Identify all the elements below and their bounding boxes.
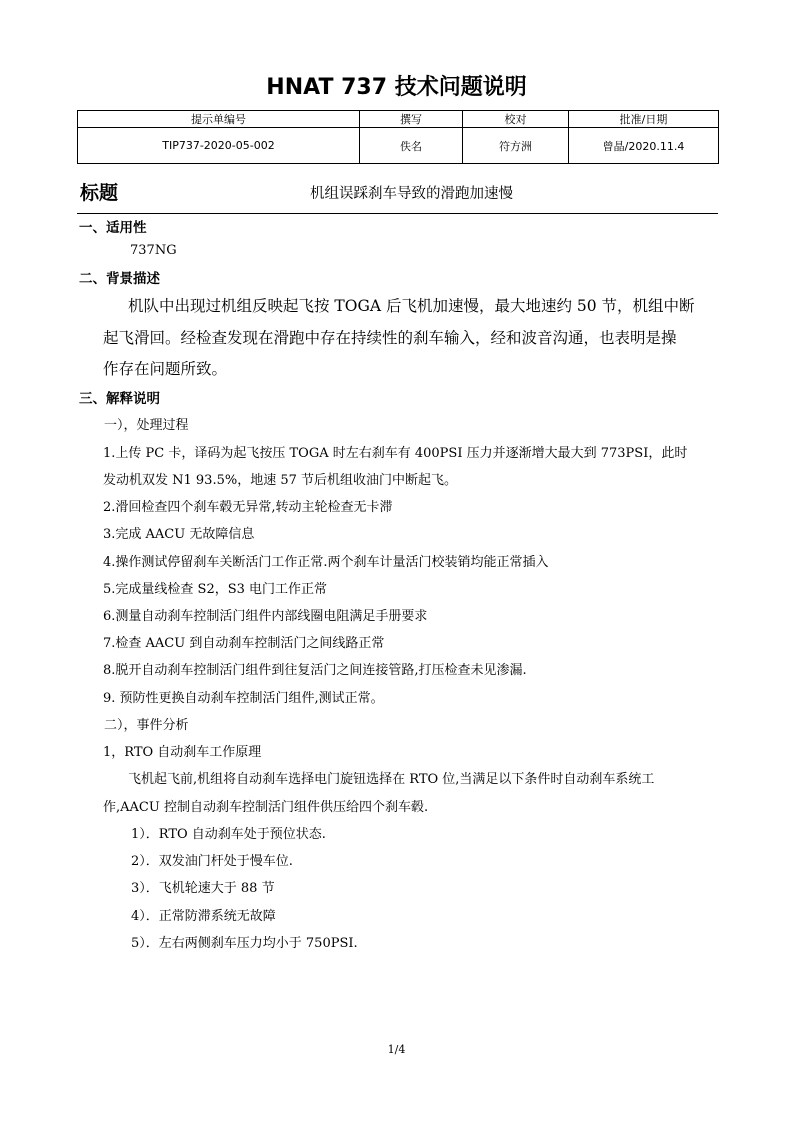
meta-header-author: 撰写 [360, 111, 463, 128]
process-line: 4.操作测试停留刹车关断活门工作正常.两个刹车计量活门校装销均能正常插入 [103, 555, 549, 570]
meta-header-reviewer: 校对 [463, 111, 569, 128]
process-line: 7.检查 AACU 到自动刹车控制活门之间线路正常 [103, 636, 385, 651]
subject-text: 机组误踩刹车导致的滑跑加速慢 [310, 186, 513, 202]
principle-line: 作,AACU 控制自动刹车控制活门组件供压给四个刹车毂. [103, 800, 429, 815]
condition-item: 4）．正常防滞系统无故障 [131, 909, 276, 924]
section-explanation-heading: 三、解释说明 [79, 391, 160, 407]
process-line: 3.完成 AACU 无故障信息 [103, 527, 255, 542]
section-applicability-heading: 一、适用性 [79, 220, 147, 236]
meta-value-row [78, 128, 719, 164]
process-line: 1.上传 PC 卡，译码为起飞按压 TOGA 时左右刹车有 400PSI 压力并逐渐增大最大到 773PSI，此时 [103, 446, 688, 461]
process-title: 一），处理过程 [104, 418, 189, 433]
principle-line: 飞机起飞前,机组将自动刹车选择电门旋钮选择在 RTO 位,当满足以下条件时自动刹车系统工 [128, 772, 655, 787]
page-number: 1/4 [387, 1043, 406, 1056]
condition-item: 3）．飞机轮速大于 88 节 [131, 881, 275, 896]
analysis-title: 二），事件分析 [104, 718, 189, 733]
meta-value-reviewer: 符方洲 [463, 128, 569, 164]
meta-value-tip-number: TIP737-2020-05-002 [78, 128, 360, 164]
meta-value-approval-date: 曾晶/2020.11.4 [569, 128, 719, 164]
process-line: 9. 预防性更换自动刹车控制活门组件,测试正常。 [103, 691, 384, 706]
process-line: 5.完成量线检查 S2，S3 电门工作正常 [103, 582, 328, 597]
background-line: 起飞滑回。经检查发现在滑跑中存在持续性的刹车输入，经和波音沟通，也表明是操 [103, 329, 677, 347]
condition-item: 5）．左右两侧刹车压力均小于 750PSI. [131, 936, 358, 951]
process-line: 2.滑回检查四个刹车毂无异常,转动主轮检查无卡滞 [103, 500, 393, 515]
subject-divider [77, 213, 718, 214]
section-background-heading: 二、背景描述 [79, 271, 160, 287]
process-line: 6.测量自动刹车控制活门组件内部线圈电阻满足手册要求 [103, 609, 428, 624]
process-line: 发动机双发 N1 93.5%，地速 57 节后机组收油门中断起飞。 [103, 473, 458, 488]
condition-item: 2）．双发油门杆处于慢车位. [131, 854, 293, 869]
document-meta-table [77, 110, 719, 164]
background-line: 机队中出现过机组反映起飞按 TOGA 后飞机加速慢，最大地速约 50 节，机组中断 [128, 297, 695, 315]
background-line: 作存在问题所致。 [103, 360, 228, 378]
process-line: 8.脱开自动刹车控制活门组件到往复活门之间连接管路,打压检查未见渗漏. [103, 663, 527, 678]
meta-header-tip-number: 提示单编号 [78, 111, 360, 128]
condition-item: 1）．RTO 自动刹车处于预位状态. [131, 827, 326, 842]
subject-label: 标题 [80, 182, 119, 204]
meta-header-approval-date: 批准/日期 [569, 111, 719, 128]
document-title: HNAT 737 技术问题说明 [266, 75, 527, 100]
applicability-text: 737NG [130, 243, 177, 258]
principle-title: 1，RTO 自动刹车工作原理 [103, 745, 262, 760]
meta-header-row [78, 111, 719, 128]
meta-value-author: 佚名 [360, 128, 463, 164]
